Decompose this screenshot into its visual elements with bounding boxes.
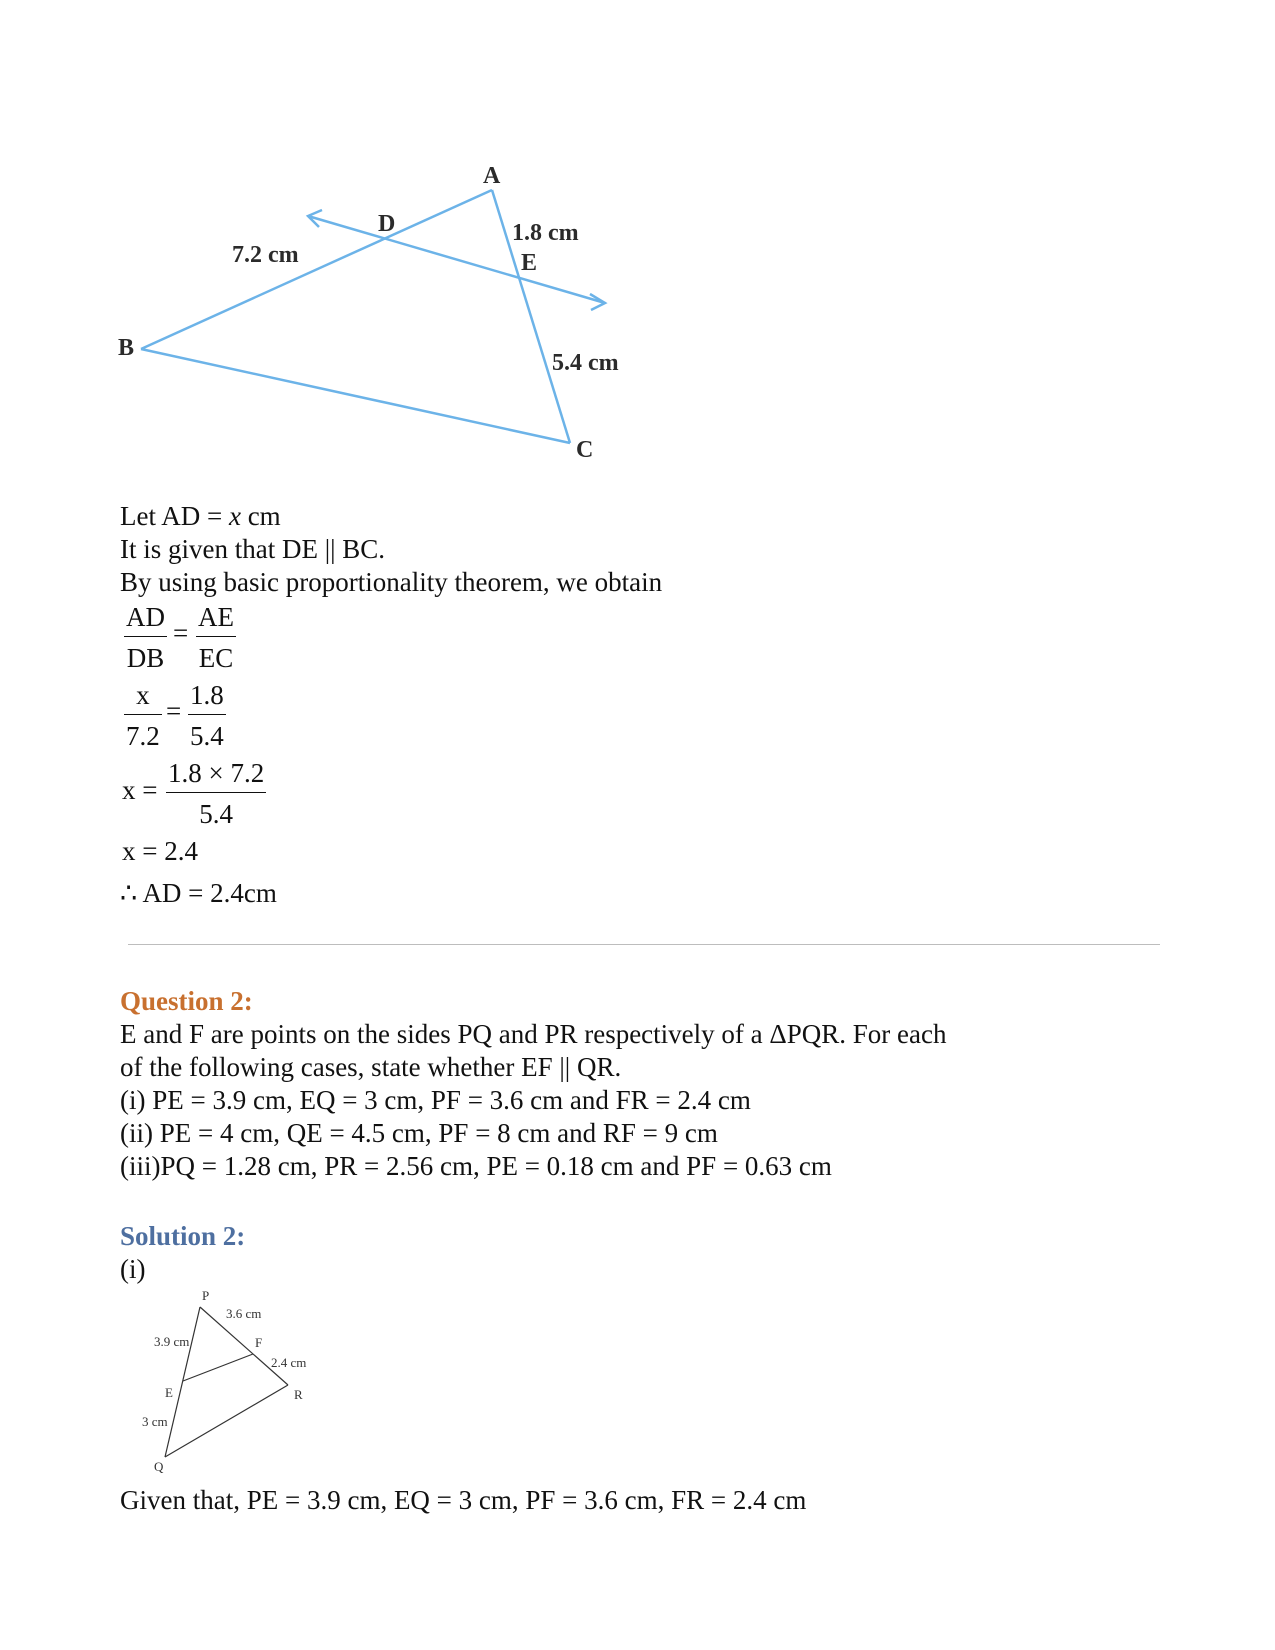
denominator: 5.4 (190, 721, 224, 751)
numerator: x (124, 680, 162, 715)
numerator: AD (124, 602, 167, 637)
label-c: C (576, 437, 594, 463)
question-2-line-1: E and F are points on the sides PQ and PR respectively of a ΔPQR. For each (120, 1019, 947, 1049)
fraction-1-8-5-4 (188, 680, 226, 751)
section-divider (128, 944, 1160, 945)
label-fr-length: 2.4 cm (271, 1355, 307, 1370)
x-result: x = 2.4 (122, 836, 198, 866)
numerator: 1.8 × 7.2 (166, 758, 266, 793)
denominator: EC (198, 643, 234, 673)
triangle-pqr-figure (120, 1285, 340, 1475)
x-equals: x = (122, 775, 158, 805)
label-a: A (483, 163, 501, 189)
solution-2-part: (i) (120, 1254, 146, 1284)
triangle-abc-figure (0, 0, 700, 470)
question-2-heading: Question 2: (120, 986, 253, 1016)
segment-ef (183, 1354, 253, 1381)
let-prefix: Let AD = (120, 501, 229, 531)
label-p: P (202, 1288, 210, 1303)
equals-sign: = (173, 618, 189, 648)
label-f: F (255, 1335, 263, 1350)
let-variable: x (228, 501, 241, 531)
side-ab (141, 190, 492, 349)
numerator: AE (196, 602, 236, 637)
let-suffix: cm (240, 501, 281, 531)
denominator: 7.2 (126, 721, 160, 751)
side-bc (141, 349, 570, 443)
side-qr (165, 1385, 288, 1457)
equals-sign: = (166, 696, 182, 726)
label-e: E (165, 1385, 173, 1400)
case-iii: (iii)PQ = 1.28 cm, PR = 2.56 cm, PE = 0.18 cm and PF = 0.63 cm (120, 1151, 832, 1181)
case-ii: (ii) PE = 4 cm, QE = 4.5 cm, PF = 8 cm and RF = 9 cm (120, 1118, 718, 1148)
fraction-ad-db (124, 602, 167, 673)
label-pe-length: 3.9 cm (154, 1334, 190, 1349)
fraction-product (166, 758, 266, 829)
ad-conclusion: ∴ AD = 2.4cm (120, 878, 277, 908)
label-b: B (118, 335, 135, 361)
denominator: 5.4 (199, 799, 233, 829)
denominator: DB (126, 643, 165, 673)
side-pq (165, 1307, 200, 1457)
label-eq-length: 3 cm (142, 1414, 168, 1429)
label-ec-length: 5.4 cm (552, 350, 619, 376)
let-ad-line (120, 500, 281, 533)
solution-2-heading: Solution 2: (120, 1221, 246, 1251)
solution-2-given: Given that, PE = 3.9 cm, EQ = 3 cm, PF = 3.6 cm, FR = 2.4 cm (120, 1485, 807, 1515)
label-q: Q (154, 1459, 164, 1474)
numerator: 1.8 (188, 680, 226, 715)
label-pf-length: 3.6 cm (226, 1306, 262, 1321)
theorem-statement: By using basic proportionality theorem, we obtain (120, 567, 663, 597)
label-db-length: 7.2 cm (232, 242, 299, 268)
label-ae-length: 1.8 cm (512, 220, 579, 246)
given-statement: It is given that DE || BC. (120, 534, 386, 564)
case-i: (i) PE = 3.9 cm, EQ = 3 cm, PF = 3.6 cm and FR = 2.4 cm (120, 1085, 751, 1115)
label-d: D (378, 211, 396, 237)
label-r: R (294, 1387, 303, 1402)
question-2-line-2: of the following cases, state whether EF || QR. (120, 1052, 622, 1082)
fraction-x-7-2 (124, 680, 162, 751)
label-e: E (521, 250, 538, 276)
fraction-ae-ec (196, 602, 236, 673)
